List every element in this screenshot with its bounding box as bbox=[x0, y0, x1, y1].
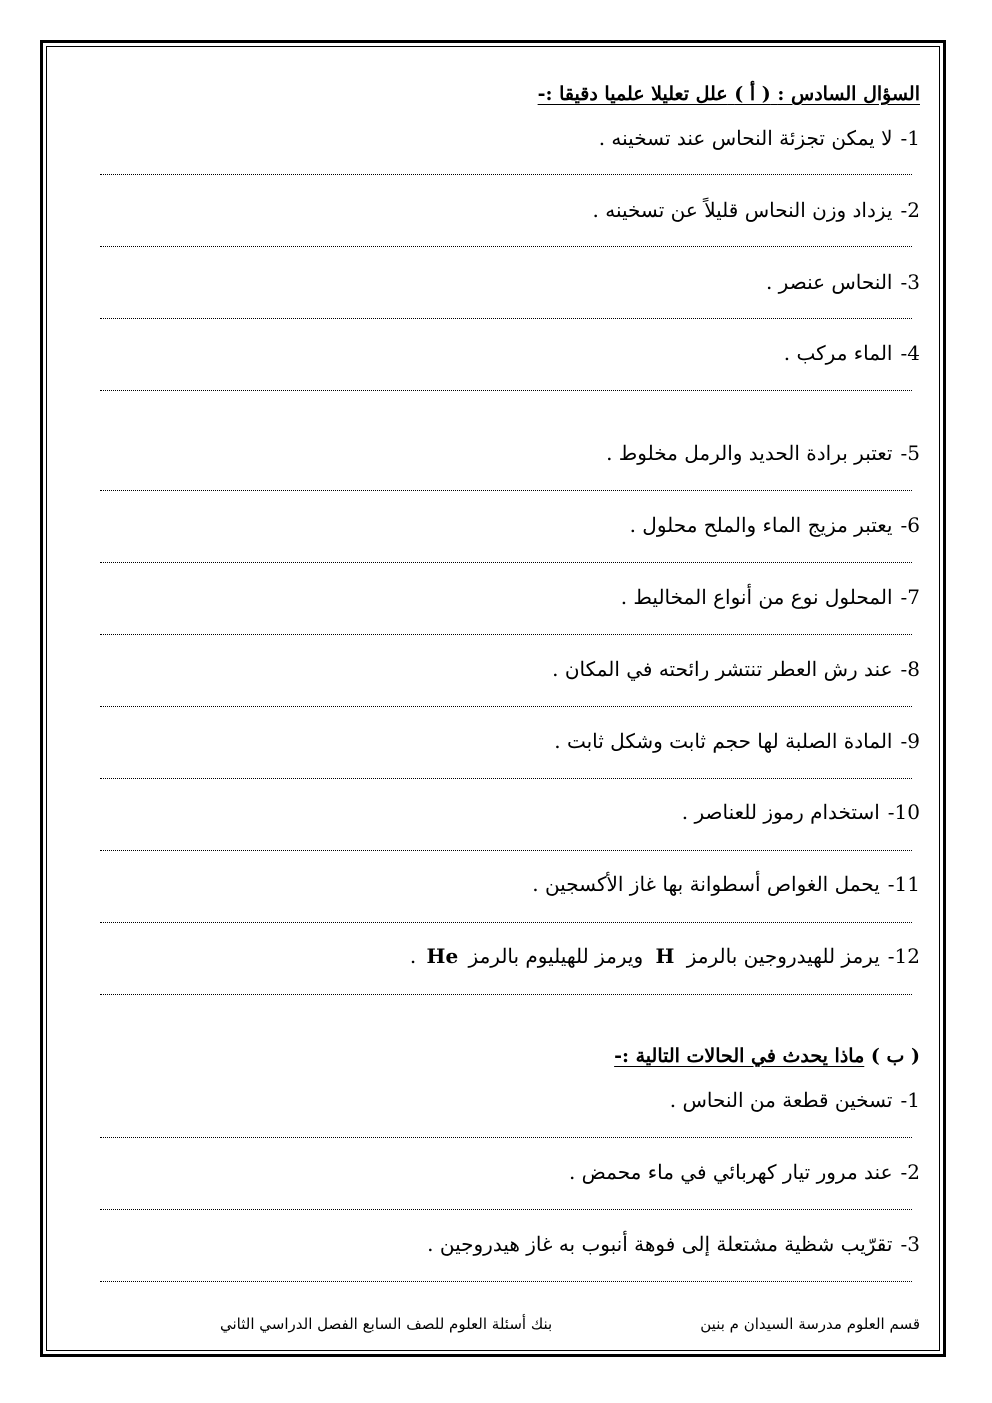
answer-line bbox=[100, 490, 912, 491]
question-a-6 bbox=[630, 512, 920, 538]
answer-line bbox=[100, 246, 912, 247]
question-text: الماء مركب . bbox=[783, 341, 893, 365]
section-a-title: علل تعليلا علميا دقيقا :- bbox=[537, 83, 728, 105]
answer-line bbox=[100, 850, 912, 851]
question-number: 1- bbox=[900, 1088, 920, 1112]
section-b-label: ( ب ) bbox=[870, 1045, 920, 1067]
question-b-2 bbox=[569, 1159, 920, 1185]
section-a-prefix: السؤال السادس : bbox=[777, 83, 920, 105]
question-number: 12- bbox=[887, 944, 920, 968]
question-number: 2- bbox=[900, 198, 920, 222]
question-text: تقرّيب شظية مشتعلة إلى فوهة أنبوب به غاز هيدروجين . bbox=[427, 1232, 893, 1256]
question-number: 4- bbox=[900, 341, 920, 365]
question-text-part-2: ويرمز للهيليوم بالرمز bbox=[468, 944, 644, 968]
hydrogen-symbol: H bbox=[655, 944, 675, 968]
question-a-10 bbox=[682, 799, 920, 825]
footer-department: قسم العلوم مدرسة السيدان م بنين bbox=[700, 1315, 920, 1333]
footer-question-bank: بنك أسئلة العلوم للصف السابع الفصل الدراسي الثاني bbox=[220, 1315, 553, 1333]
question-a-7 bbox=[621, 584, 920, 610]
question-number: 5- bbox=[900, 441, 920, 465]
question-a-4 bbox=[784, 340, 920, 366]
question-b-3 bbox=[427, 1231, 920, 1257]
question-number: 3- bbox=[900, 270, 920, 294]
question-text: عند مرور تيار كهربائي في ماء محمض . bbox=[568, 1160, 893, 1184]
question-end: . bbox=[409, 944, 417, 968]
question-number: 10- bbox=[887, 800, 920, 824]
question-number: 1- bbox=[900, 126, 920, 150]
question-number: 6- bbox=[900, 513, 920, 537]
answer-line bbox=[100, 922, 912, 923]
question-text: يحمل الغواص أسطوانة بها غاز الأكسجين . bbox=[532, 872, 880, 896]
section-a-heading bbox=[538, 81, 920, 107]
question-a-3 bbox=[766, 269, 920, 295]
question-text: عند رش العطر تنتشر رائحته في المكان . bbox=[552, 657, 893, 681]
answer-line bbox=[100, 1281, 912, 1282]
answer-line bbox=[100, 1209, 912, 1210]
question-text: تسخين قطعة من النحاس . bbox=[669, 1088, 893, 1112]
question-a-1 bbox=[599, 125, 920, 151]
question-number: 3- bbox=[900, 1232, 920, 1256]
answer-line bbox=[100, 390, 912, 391]
question-text: يزداد وزن النحاس قليلاً عن تسخينه . bbox=[592, 198, 893, 222]
question-a-12 bbox=[410, 943, 920, 969]
question-a-11 bbox=[532, 871, 920, 897]
question-number: 2- bbox=[900, 1160, 920, 1184]
question-a-9 bbox=[554, 728, 920, 754]
answer-line bbox=[100, 994, 912, 995]
section-b-title: ماذا يحدث في الحالات التالية :- bbox=[614, 1045, 865, 1067]
question-a-5 bbox=[606, 440, 920, 466]
question-b-1 bbox=[670, 1087, 920, 1113]
helium-symbol: He bbox=[426, 944, 459, 968]
answer-line bbox=[100, 1137, 912, 1138]
question-a-2 bbox=[593, 197, 921, 223]
question-number: 7- bbox=[900, 585, 920, 609]
question-text: لا يمكن تجزئة النحاس عند تسخينه . bbox=[598, 126, 893, 150]
question-text: المادة الصلبة لها حجم ثابت وشكل ثابت . bbox=[554, 729, 893, 753]
page-border-inner bbox=[46, 46, 940, 1351]
question-text: النحاس عنصر . bbox=[765, 270, 893, 294]
question-text-part-1: يرمز للهيدروجين بالرمز bbox=[686, 944, 880, 968]
answer-line bbox=[100, 318, 912, 319]
question-number: 8- bbox=[900, 657, 920, 681]
question-number: 9- bbox=[900, 729, 920, 753]
question-text: يعتبر مزيج الماء والملح محلول . bbox=[629, 513, 893, 537]
question-number: 11- bbox=[887, 872, 920, 896]
question-text: استخدام رموز للعناصر . bbox=[681, 800, 880, 824]
answer-line bbox=[100, 634, 912, 635]
answer-line bbox=[100, 706, 912, 707]
question-text: المحلول نوع من أنواع المخاليط . bbox=[620, 585, 893, 609]
answer-line bbox=[100, 778, 912, 779]
question-text: تعتبر برادة الحديد والرمل مخلوط . bbox=[606, 441, 893, 465]
section-b-heading bbox=[614, 1043, 920, 1069]
answer-line bbox=[100, 562, 912, 563]
question-a-8 bbox=[552, 656, 920, 682]
section-a-label: ( أ ) bbox=[734, 83, 771, 105]
answer-line bbox=[100, 174, 912, 175]
